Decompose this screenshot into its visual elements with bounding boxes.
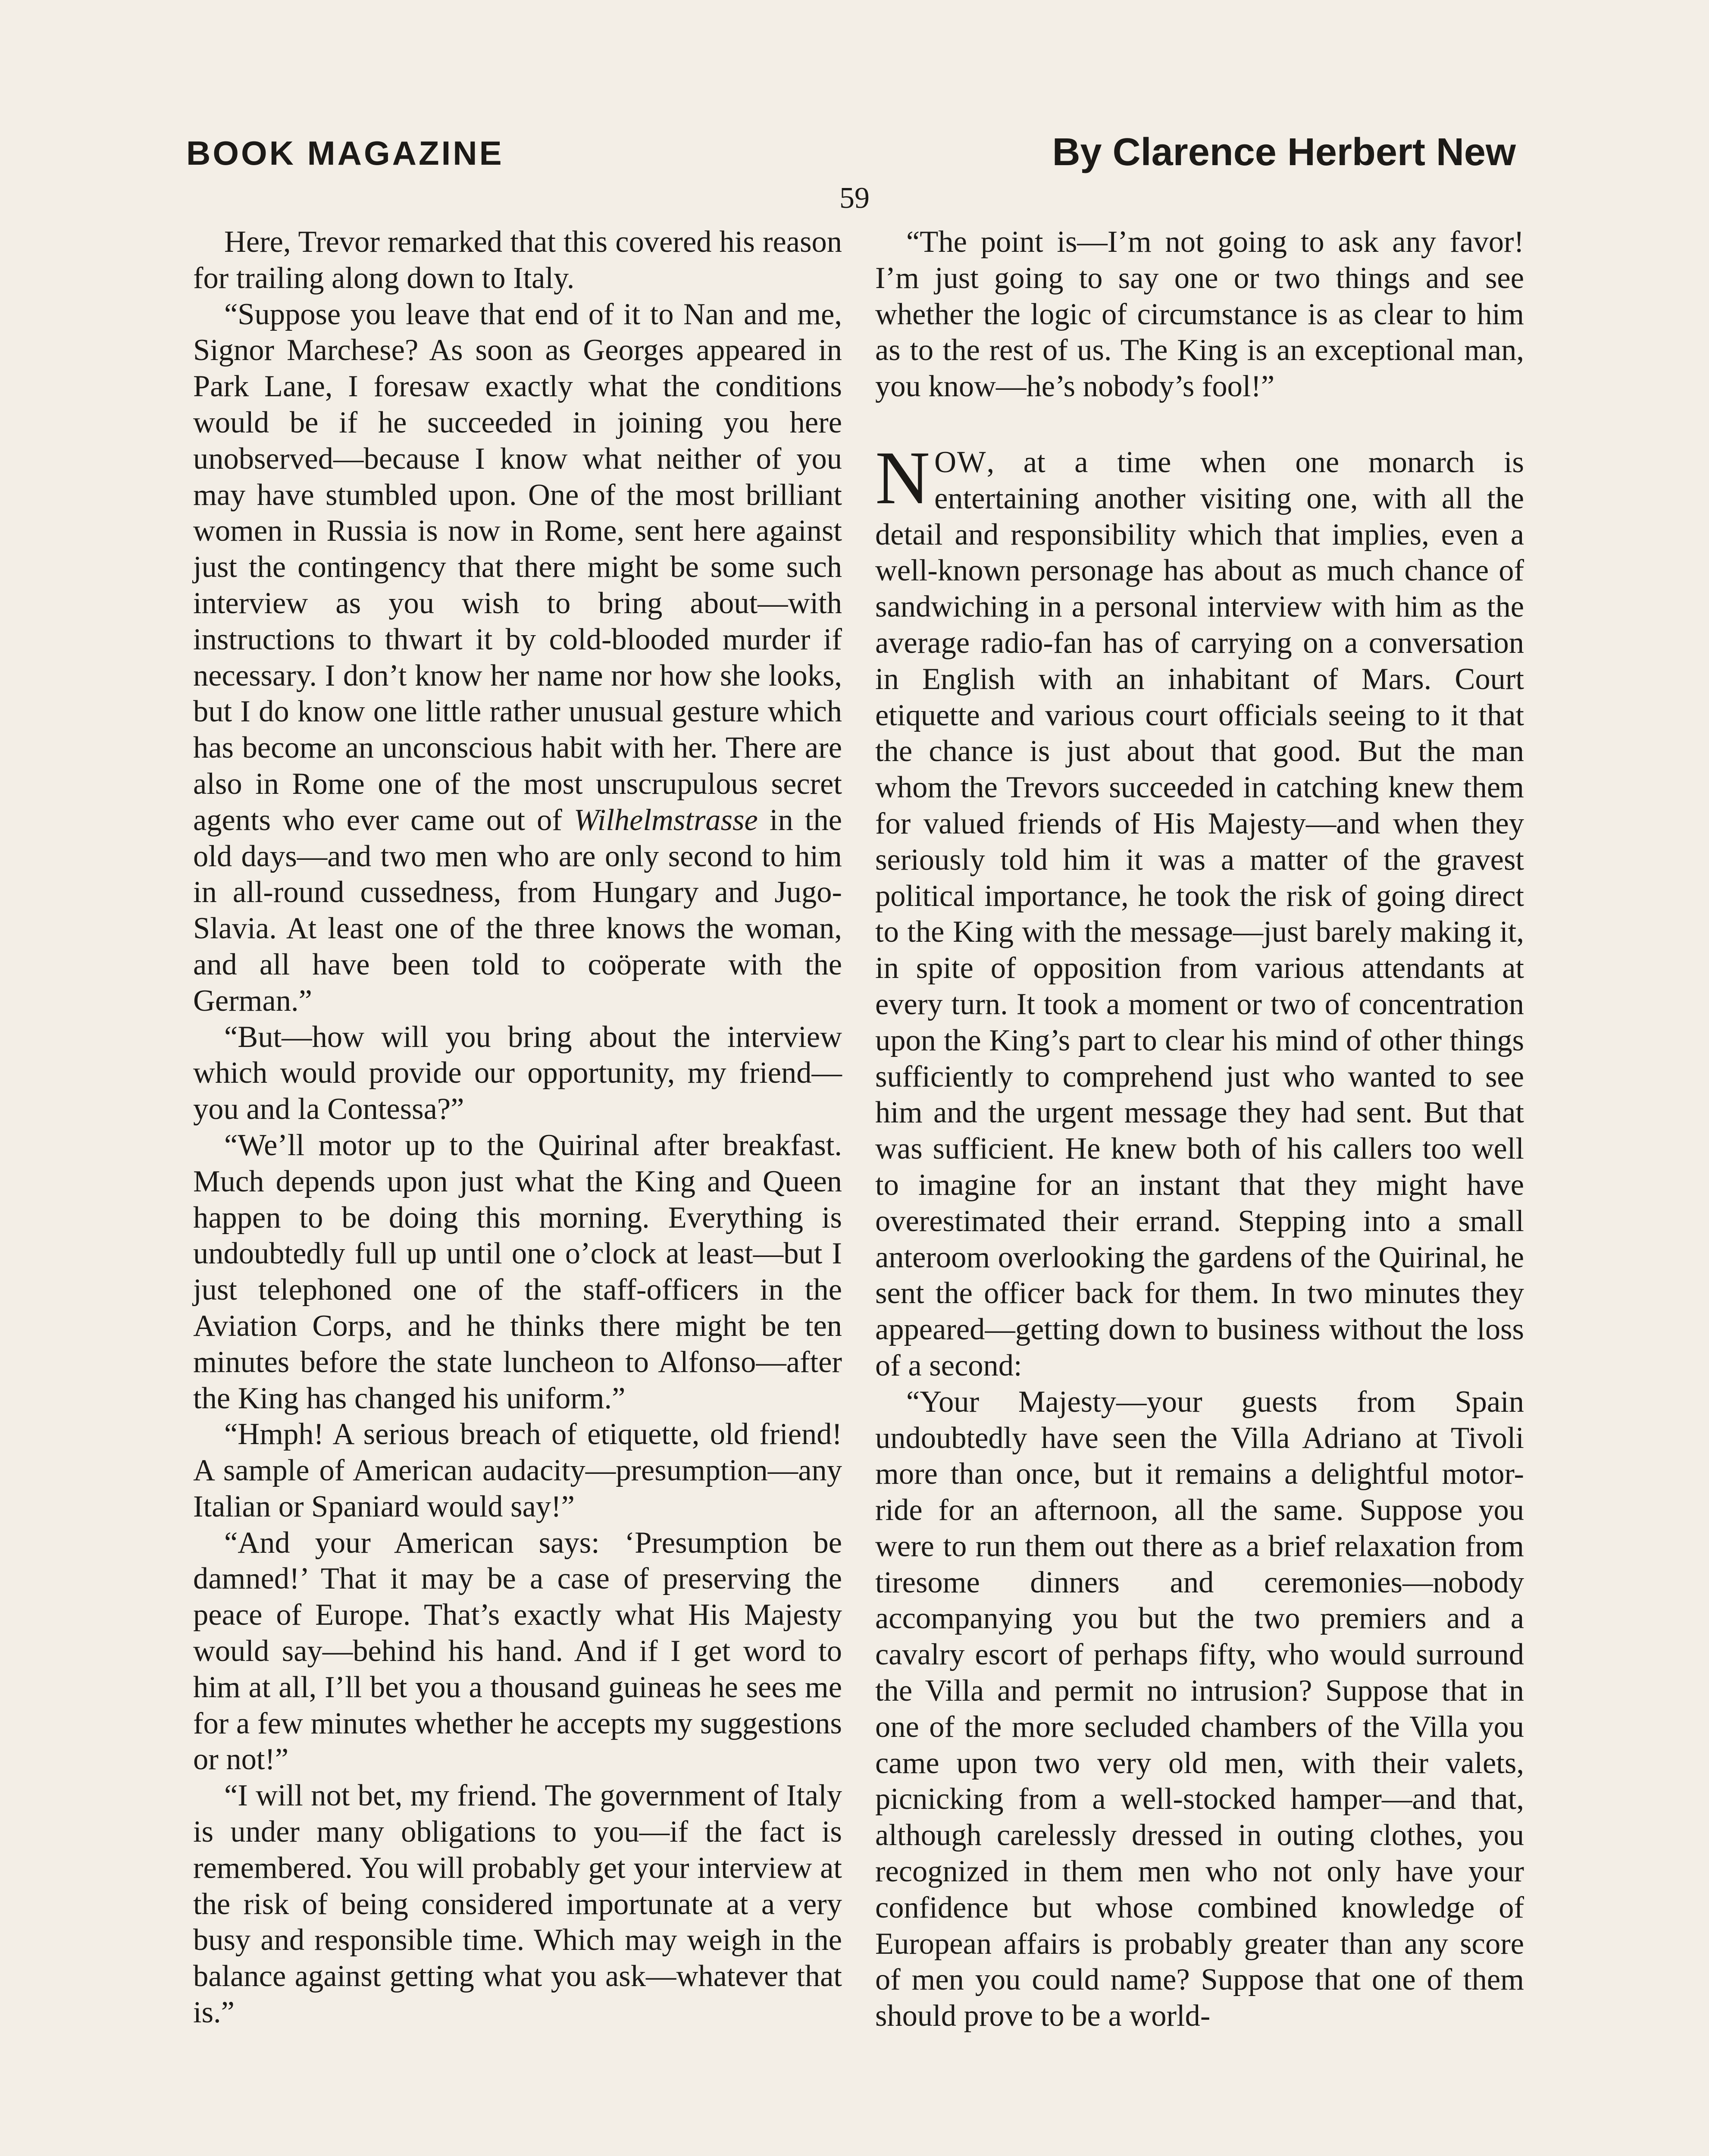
paragraph-5: “Hmph! A serious breach of etiquette, old friend! A sample of American audacity—presumption—any Italian or Spaniard would say!” bbox=[193, 1417, 842, 1523]
drop-cap-continuation: OW bbox=[934, 445, 987, 479]
paragraph-10: “Your Majesty—your guests from Spain undoubtedly have seen the Villa Adriano at Tivoli more than once, but it remains a delightful motor-ride for an afternoon, all the same. Suppose you were to run them out there as a brief relaxation from tiresome dinners and ceremonies—nobody accompanying you but the two premiers and a cavalry escort of perhaps fifty, who would surround the Villa and permit no intrusion? Suppose that in one of the more secluded chambers of the Villa you came upon two very old men, with their valets, picnicking from a well-stocked hamper—and that, although carelessly dressed in outing clothes, you recognized in them men who not only have your confidence but whose combined knowledge of European affairs is probably greater than any score of men you could name? Suppose that one of them should prove to be a world- bbox=[875, 1385, 1524, 2033]
paragraph-6: “And your American says: ‘Presumption be damned!’ That it may be a case of preserving the peace of Europe. That’s exactly what His Majesty would say—behind his hand. And if I get word to him at all, I’ll bet you a thousand guineas he sees me for a few minutes whether he accepts my suggestions or not!” bbox=[193, 1526, 842, 1777]
paragraph-2-lead: “Suppose you leave that end of it to Nan and me, Signor Marchese? As soon as Georges appeared in Park Lane, I foresaw exactly what the conditions would be if he succeeded in joining you here unobserved—because I know what neither of you may have stumbled upon. One of the most brilliant women in Russia is now in Rome, sent here against just the contingency that there might be some such interview as you wish to bring about—with instructions to thwart it by cold-blooded murder if necessary. I don’t know her name nor how she looks, but I do know one little rather unusual gesture which has become an unconscious habit with her. There are also in Rome one of the most unscrupulous secret agents who ever came out of bbox=[193, 297, 842, 837]
right-column bbox=[875, 224, 1524, 2034]
paragraph-9-dropcap bbox=[875, 436, 1524, 1384]
paragraph-4: “We’ll motor up to the Quirinal after breakfast. Much depends upon just what the King and Queen happen to be doing this morning. Everything is undoubtedly full up until one o’clock at least—but I just telephoned one of the staff-officers in the Aviation Corps, and he thinks there might be ten minutes before the state luncheon to Alfonso—after the King has changed his uniform.” bbox=[193, 1128, 842, 1415]
running-head-author: By Clarence Herbert New bbox=[1052, 131, 1516, 174]
italic-term: Wilhelmstrasse bbox=[573, 803, 758, 837]
paragraph-1: Here, Trevor remarked that this covered his reason for trailing along down to Italy. bbox=[193, 225, 842, 295]
section-break bbox=[875, 405, 1524, 445]
paragraph-2-tail: in the old days—and two men who are only second to him in all-round cussedness, from Hungary and Jugo-Slavia. At least one of the three knows the woman, and all have been told to coöperate with the German.” bbox=[193, 803, 842, 1018]
drop-cap-letter: N bbox=[875, 436, 930, 520]
paragraph-7: “I will not bet, my friend. The government of Italy is under many obligations to you—if the fact is remembered. You will probably get your interview at the risk of being considered importunate at a very busy and responsible time. Which may weigh in the balance against getting what you ask—whatever that is.” bbox=[193, 1779, 842, 2030]
paragraph-2 bbox=[193, 297, 842, 1019]
running-head-magazine-title: BOOK MAGAZINE bbox=[186, 134, 504, 172]
paragraph-3: “But—how will you bring about the interview which would provide our opportunity, my friend—you and la Contessa?” bbox=[193, 1020, 842, 1126]
left-column bbox=[193, 224, 842, 2031]
paragraph-9-text: , at a time when one monarch is entertaining another visiting one, with all the detail and responsibility which that implies, even a well-known personage has about as much chance of sandwiching in a personal interview with him as the average radio-fan has of carrying on a conversation in English with an inhabitant of Mars. Court etiquette and various court officials seeing to it that the chance is just about that good. But the man whom the Trevors succeeded in catching knew them for valued friends of His Majesty—and when they seriously told him it was a matter of the gravest political importance, he took the risk of going direct to the King with the message—just barely making it, in spite of opposition from various attendants at every turn. It took a moment or two of concentration upon the King’s part to clear his mind of other things sufficiently to comprehend just who wanted to see him and the urgent message they had sent. But that was sufficient. He knew both of his callers too well to imagine for an instant that they might have overestimated their errand. Stepping into a small anteroom overlooking the gardens of the Quirinal, he sent the officer back for them. In two minutes they appeared—getting down to business without the loss of a second: bbox=[875, 445, 1524, 1382]
page-number: 59 bbox=[839, 182, 870, 215]
paragraph-8: “The point is—I’m not going to ask any favor! I’m just going to say one or two things and see whether the logic of circumstance is as clear to him as to the rest of us. The King is an exceptional man, you know—he’s nobody’s fool!” bbox=[875, 225, 1524, 404]
